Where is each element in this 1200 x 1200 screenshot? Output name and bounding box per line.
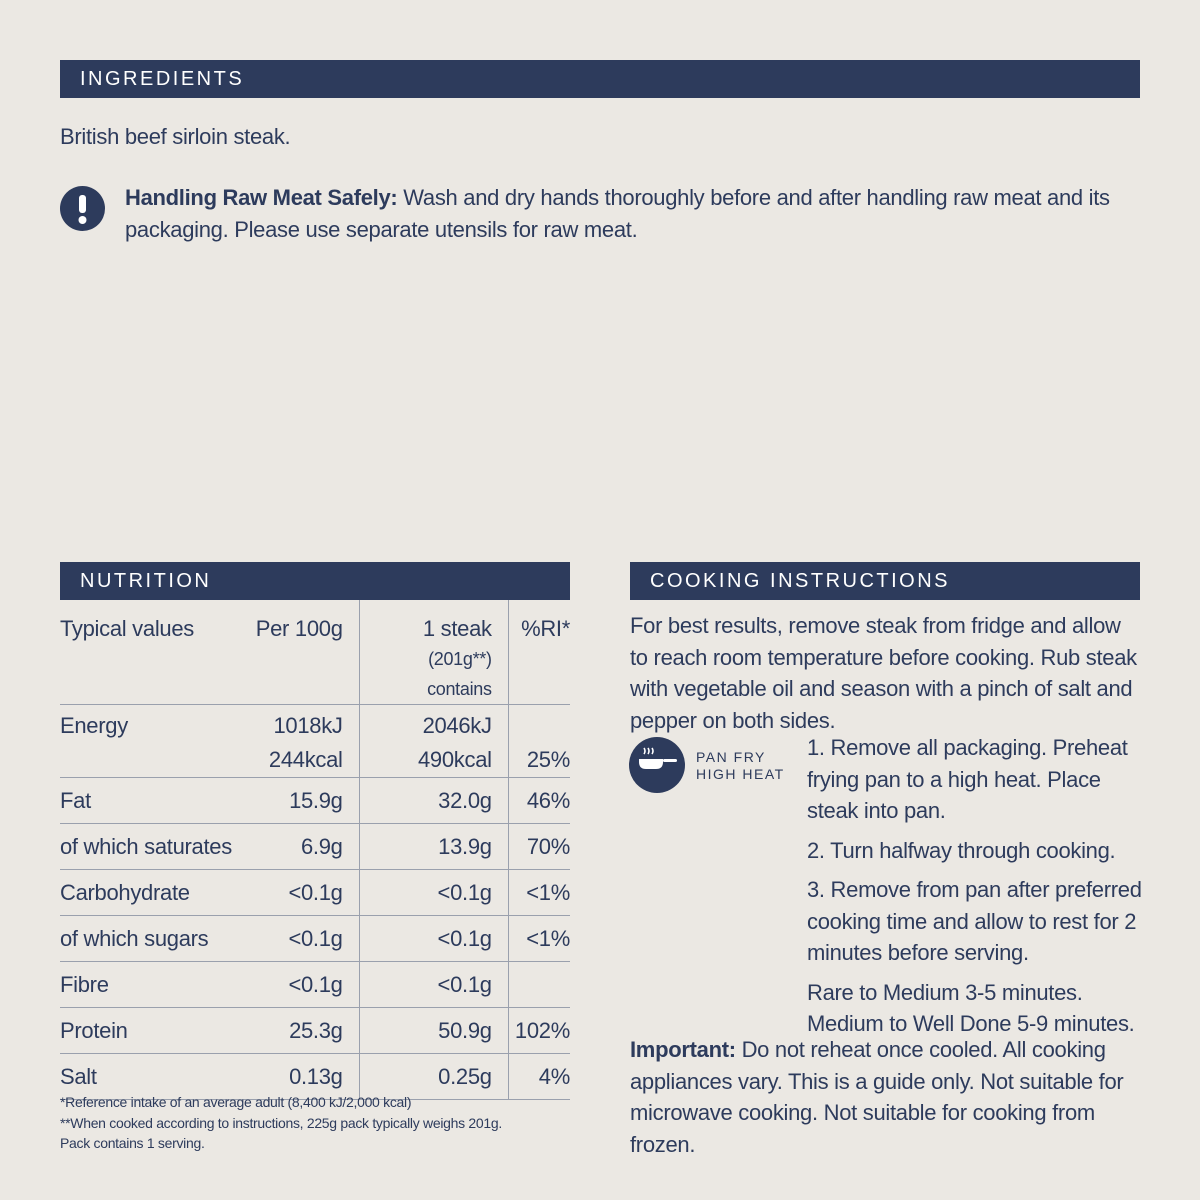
header-typical-values: Typical values bbox=[60, 616, 194, 641]
energy-ri-value: 25% bbox=[526, 747, 570, 772]
energy-steak bbox=[359, 705, 508, 778]
energy-steak-kj: 2046kJ bbox=[422, 713, 492, 738]
ingredients-text: British beef sirloin steak. bbox=[60, 124, 291, 149]
warning-text: Wash and dry hands thoroughly before and after handling raw meat and its packaging. Please use separate utensils for raw meat. bbox=[125, 185, 1110, 242]
row-label: Energy bbox=[60, 713, 128, 738]
row-steak: 13.9g bbox=[359, 824, 508, 870]
important-note bbox=[630, 1034, 1150, 1160]
footnote: *Reference intake of an average adult (8,400 kJ/2,000 kcal) bbox=[60, 1094, 412, 1110]
row-per100: <0.1g bbox=[253, 870, 360, 916]
row-label: Fibre bbox=[60, 972, 109, 997]
row-ri: <1% bbox=[526, 926, 570, 951]
row-ri: 102% bbox=[514, 1018, 570, 1043]
cooking-intro: For best results, remove steak from fridge and allow to reach room temperature before cooking. Rub steak with vegetable oil and season with a pinch of salt and pepper on both sides. bbox=[630, 613, 1137, 733]
table-row bbox=[60, 916, 570, 962]
cooking-step: 2. Turn halfway through cooking. bbox=[807, 837, 1116, 863]
table-row bbox=[60, 870, 570, 916]
row-per100: 15.9g bbox=[253, 778, 360, 824]
cooking-method-label bbox=[696, 749, 785, 783]
row-ri bbox=[508, 962, 570, 1008]
raw-meat-warning bbox=[125, 182, 1125, 246]
row-label: Fat bbox=[60, 788, 91, 813]
header-per-steak bbox=[359, 600, 508, 705]
row-per100: 25.3g bbox=[253, 1008, 360, 1054]
row-ri: <1% bbox=[526, 880, 570, 905]
energy-ri bbox=[508, 705, 570, 778]
footnote: **When cooked according to instructions, 225g pack typically weighs 201g. bbox=[60, 1114, 502, 1131]
row-steak: <0.1g bbox=[359, 916, 508, 962]
row-steak: 32.0g bbox=[359, 778, 508, 824]
row-ri: 4% bbox=[538, 1064, 570, 1089]
method-line-1: PAN FRY bbox=[696, 749, 766, 765]
row-label: Carbohydrate bbox=[60, 880, 190, 905]
exclamation-icon bbox=[60, 186, 105, 231]
row-label: Salt bbox=[60, 1064, 97, 1089]
nutrition-table-header bbox=[60, 600, 570, 705]
row-label: of which saturates bbox=[60, 834, 232, 859]
row-per100: <0.1g bbox=[253, 962, 360, 1008]
table-row bbox=[60, 1008, 570, 1054]
header-ri: %RI* bbox=[521, 616, 570, 641]
table-row bbox=[60, 778, 570, 824]
energy-per100-kj: 1018kJ bbox=[273, 713, 343, 738]
cooking-time: Rare to Medium 3-5 minutes. bbox=[807, 979, 1083, 1005]
row-ri: 70% bbox=[526, 834, 570, 859]
cooking-steps bbox=[807, 732, 1147, 1040]
row-steak: 50.9g bbox=[359, 1008, 508, 1054]
warning-heading: Handling Raw Meat Safely: bbox=[125, 185, 398, 210]
energy-per100 bbox=[253, 705, 360, 778]
cooking-header: COOKING INSTRUCTIONS bbox=[630, 562, 1140, 600]
cooking-step: 3. Remove from pan after preferred cooking time and allow to rest for 2 minutes before serving. bbox=[807, 877, 1142, 965]
cooking-time: Medium to Well Done 5-9 minutes. bbox=[807, 1011, 1135, 1036]
row-steak: <0.1g bbox=[359, 870, 508, 916]
cooking-step: 1. Remove all packaging. Preheat frying pan to a high heat. Place steak into pan. bbox=[807, 735, 1128, 823]
footnote: Pack contains 1 serving. bbox=[60, 1135, 205, 1151]
header-per-100g: Per 100g bbox=[253, 600, 360, 705]
nutrition-footnotes bbox=[60, 1092, 502, 1154]
row-per100: <0.1g bbox=[253, 916, 360, 962]
important-heading: Important: bbox=[630, 1037, 736, 1062]
nutrition-table bbox=[60, 600, 570, 1100]
row-per100: 0.13g bbox=[253, 1054, 360, 1100]
row-steak: <0.1g bbox=[359, 962, 508, 1008]
ingredients-header: INGREDIENTS bbox=[60, 60, 1140, 98]
row-per100: 6.9g bbox=[253, 824, 360, 870]
header-steak-label: 1 steak bbox=[422, 616, 492, 641]
row-ri: 46% bbox=[526, 788, 570, 813]
table-row bbox=[60, 962, 570, 1008]
frying-pan-icon bbox=[629, 737, 685, 793]
row-label: Protein bbox=[60, 1018, 128, 1043]
nutrition-header: NUTRITION bbox=[60, 562, 570, 600]
table-row bbox=[60, 824, 570, 870]
energy-steak-kcal: 490kcal bbox=[417, 747, 492, 772]
table-row-energy bbox=[60, 705, 570, 778]
method-line-2: HIGH HEAT bbox=[696, 766, 785, 782]
header-steak-sub: (201g**) contains bbox=[427, 649, 492, 699]
energy-per100-kcal: 244kcal bbox=[268, 747, 343, 772]
row-label: of which sugars bbox=[60, 926, 209, 951]
important-text: Do not reheat once cooled. All cooking appliances vary. This is a guide only. Not suitable for microwave cooking. Not suitable for cooking from frozen. bbox=[630, 1037, 1124, 1157]
row-steak: 0.25g bbox=[359, 1054, 508, 1100]
